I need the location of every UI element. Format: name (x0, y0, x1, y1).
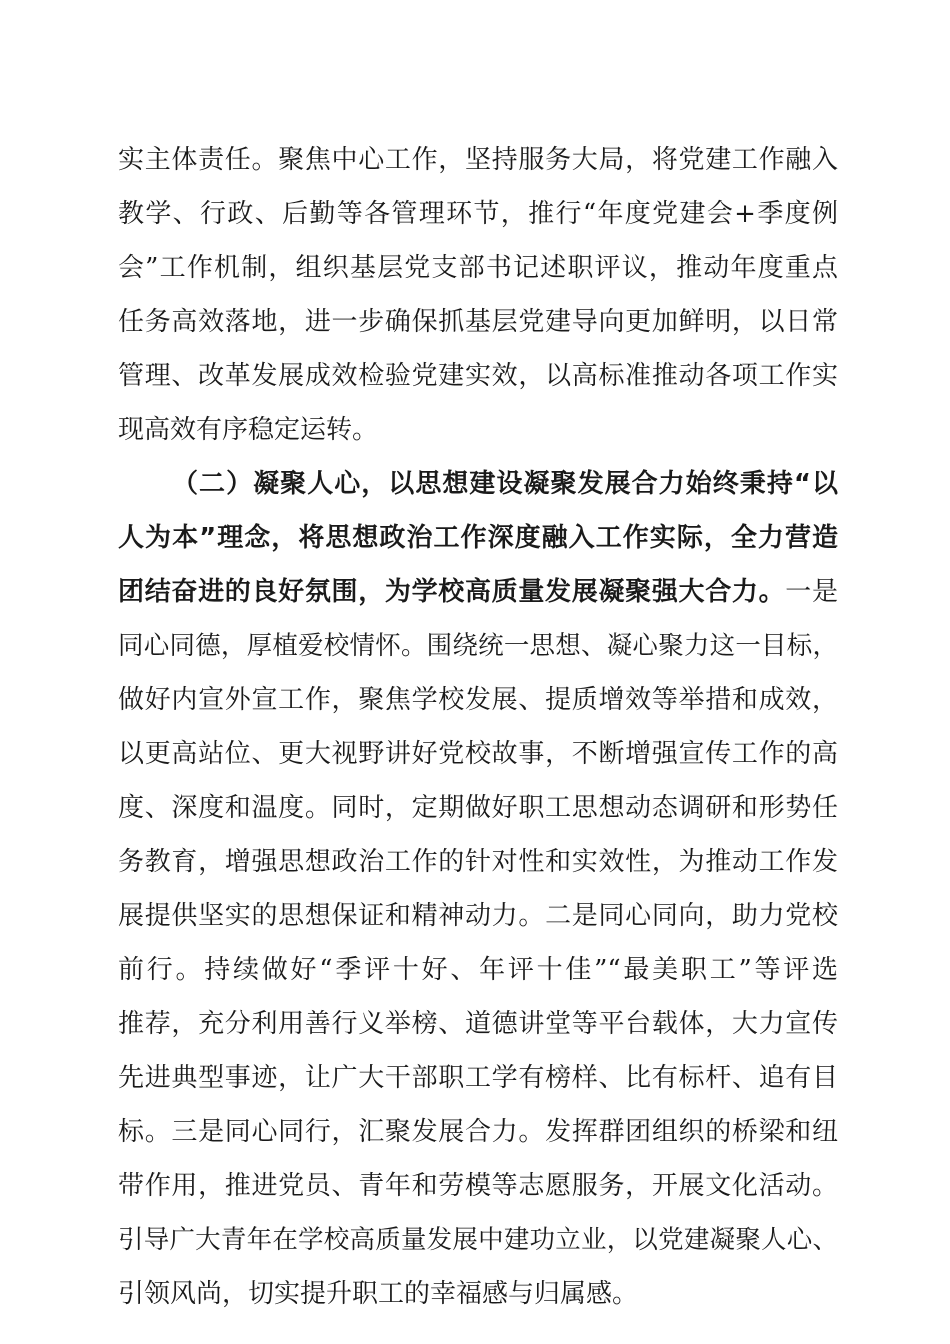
line-text: 任务高效落地，进一步确保抓基层党建导向更加鲜明，以日常 (118, 307, 838, 337)
line-text: 管理、改革发展成效检验党建实效，以高标准推动各项工作实 (118, 361, 838, 391)
text-line (118, 300, 838, 354)
text-line (118, 786, 838, 840)
line-text: 务教育，增强思想政治工作的针对性和实效性，为推动工作发 (118, 847, 838, 877)
document-body (118, 138, 838, 1326)
section-heading-text: （二）凝聚人心，以思想建设凝聚发展合力始终秉持“以 (172, 469, 838, 499)
line-text: 标。三是同心同行，汇聚发展合力。发挥群团组织的桥梁和纽 (118, 1117, 838, 1147)
line-text: 以更高站位、更大视野讲好党校故事，不断增强宣传工作的高 (118, 739, 838, 769)
section-heading-line (118, 516, 838, 570)
line-text: 教学、行政、后勤等各管理环节，推行“年度党建会+季度例 (118, 199, 838, 229)
text-line (118, 624, 838, 678)
text-line (118, 840, 838, 894)
text-line (118, 1002, 838, 1056)
text-line (118, 1164, 838, 1218)
line-text: 实主体责任。聚焦中心工作，坚持服务大局，将党建工作融入 (118, 145, 838, 175)
text-line (118, 894, 838, 948)
text-line (118, 138, 838, 192)
line-text: 展提供坚实的思想保证和精神动力。二是同心同向，助力党校 (118, 901, 838, 931)
line-text: 度、深度和温度。同时，定期做好职工思想动态调研和形势任 (118, 793, 838, 823)
text-line (118, 732, 838, 786)
text-line (118, 1056, 838, 1110)
line-text: 同心同德，厚植爱校情怀。围绕统一思想、凝心聚力这一目标， (118, 631, 838, 661)
section-heading-text: 团结奋进的良好氛围，为学校高质量发展凝聚强大合力。 (118, 577, 786, 607)
text-line (118, 948, 838, 1002)
paragraph-end-line (118, 408, 838, 462)
line-text: 引导广大青年在学校高质量发展中建功立业，以党建凝聚人心、 (118, 1225, 838, 1255)
line-text: 引领风尚，切实提升职工的幸福感与归属感。 (118, 1279, 639, 1309)
line-text: 做好内宣外宣工作，聚焦学校发展、提质增效等举措和成效， (118, 685, 838, 715)
text-line (118, 570, 838, 624)
line-text: 带作用，推进党员、青年和劳模等志愿服务，开展文化活动。 (118, 1171, 838, 1201)
text-line (118, 1218, 838, 1272)
section-heading-line (118, 462, 838, 516)
text-line (118, 246, 838, 300)
line-text: 会”工作机制，组织基层党支部书记述职评议，推动年度重点 (118, 253, 838, 283)
line-text: 一是 (785, 577, 838, 607)
text-line (118, 192, 838, 246)
line-text: 推荐，充分利用善行义举榜、道德讲堂等平台载体，大力宣传 (118, 1009, 838, 1039)
section-heading-text: 人为本”理念，将思想政治工作深度融入工作实际，全力营造 (118, 523, 838, 553)
text-line (118, 1110, 838, 1164)
paragraph-end-line (118, 1272, 838, 1326)
line-text: 前行。持续做好“季评十好、年评十佳”“最美职工”等评选 (118, 955, 838, 985)
line-text: 先进典型事迹，让广大干部职工学有榜样、比有标杆、追有目 (118, 1063, 838, 1093)
text-line (118, 678, 838, 732)
text-line (118, 354, 838, 408)
line-text: 现高效有序稳定运转。 (118, 415, 379, 445)
